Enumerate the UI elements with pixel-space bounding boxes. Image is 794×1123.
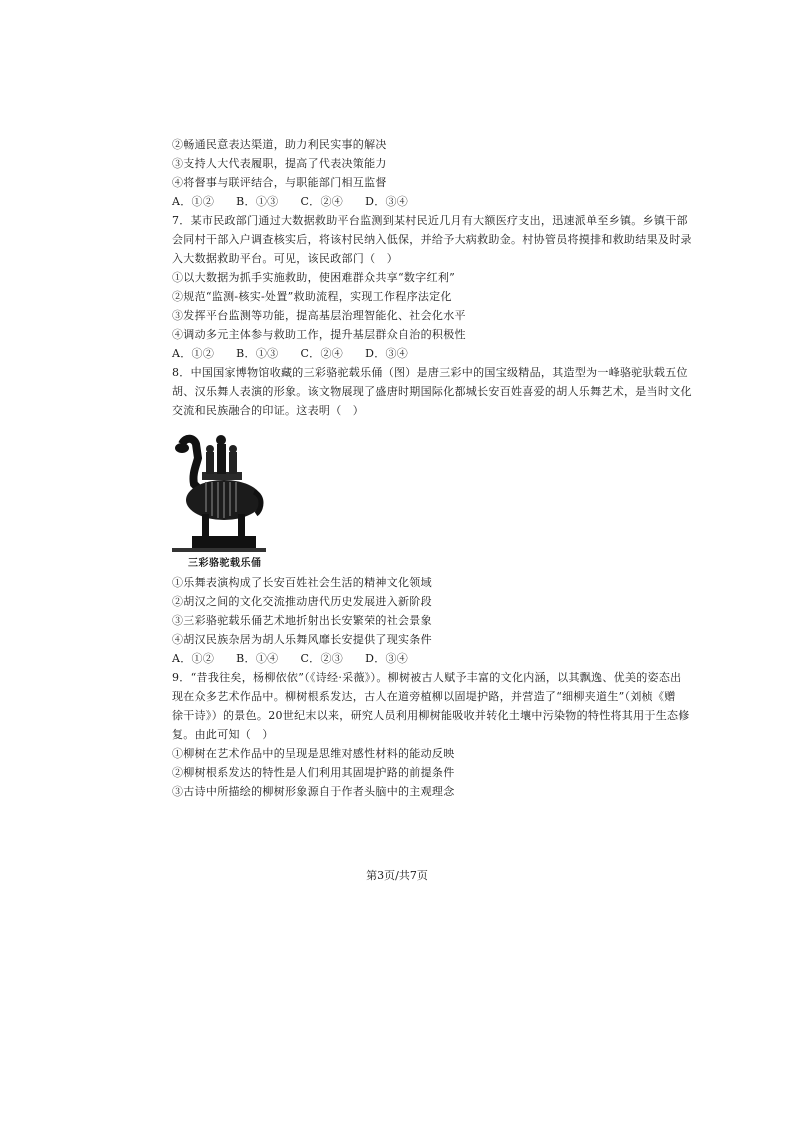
q8-item-3: ③三彩骆驼载乐俑艺术地折射出长安繁荣的社会景象 [172,614,432,627]
q8-stem-3: 交流和民族融合的印证。这表明（ ） [172,404,365,417]
figure-caption: 三彩骆驼载乐俑 [188,558,262,569]
q6-option-c: C．②④ [300,195,344,208]
q6-item-2: ②畅通民意表达渠道，助力利民实事的解决 [172,138,387,151]
q6-option-d: D．③④ [365,195,409,208]
q8-item-2: ②胡汉之间的文化交流推动唐代历史发展进入新阶段 [172,595,432,608]
q7-options [172,347,430,361]
q8-option-b: B．①④ [236,652,279,665]
q7-item-1: ①以大数据为抓手实施救助，使困难群众共享“数字红利” [172,271,456,284]
q7-stem-2: 会同村干部入户调查核实后，将该村民纳入低保，并给予大病救助金。村协管员将摸排和救助结果及时录 [172,233,692,246]
q9-item-2: ②柳树根系发达的特性是人们利用其固堤护路的前提条件 [172,766,455,779]
camel-figurine-drawing [172,430,266,552]
q7-item-4: ④调动多元主体参与救助工作，提升基层群众自治的积极性 [172,328,466,341]
q8-options [172,652,430,666]
q9-item-1: ①柳树在艺术作品中的呈现是思维对感性材料的能动反映 [172,747,455,760]
q7-item-2: ②规范“监测-核实-处置”救助流程，实现工作程序法定化 [172,290,452,303]
q8-option-a: A．①② [172,652,215,665]
q8-stem-1: 8．中国国家博物馆收藏的三彩骆驼载乐俑（图）是唐三彩中的国宝级精品，其造型为一峰骆驼驮载五位 [172,366,688,379]
q7-option-b: B．①③ [236,347,279,360]
q6-options [172,195,430,209]
page-number: 第3页/共7页 [366,869,428,882]
q7-stem-3: 入大数据救助平台。可见，该民政部门（ ） [172,252,398,265]
q7-option-c: C．②④ [300,347,344,360]
q8-option-d: D．③④ [365,652,409,665]
q8-stem-2: 胡、汉乐舞人表演的形象。该文物展现了盛唐时期国际化都城长安百姓喜爱的胡人乐舞艺术，是当时文化 [172,385,692,398]
q7-stem-1: 7．某市民政部门通过大数据救助平台监测到某村民近几月有大额医疗支出，迅速派单至乡镇。乡镇干部 [172,214,688,227]
q6-item-4: ④将督事与联评结合，与职能部门相互监督 [172,176,387,189]
q6-item-3: ③支持人大代表履职，提高了代表决策能力 [172,157,387,170]
q8-item-1: ①乐舞表演构成了长安百姓社会生活的精神文化领域 [172,576,432,589]
q9-stem-3: 徐干诗》）的景色。20世纪末以来，研究人员利用柳树能吸收并转化土壤中污染物的特性将其用于生态修 [172,709,690,722]
q9-stem-4: 复。由此可知（ ） [172,728,274,741]
camel-figurine-image [172,430,266,565]
q9-stem-1: 9．“昔我往矣，杨柳依依”（《诗经·采薇》）。柳树被古人赋予丰富的文化内涵，以其飘逸、优美的姿态出 [172,671,682,684]
q7-option-a: A．①② [172,347,215,360]
q6-option-b: B．①③ [236,195,279,208]
q8-option-c: C．②③ [300,652,344,665]
q9-item-3: ③古诗中所描绘的柳树形象源自于作者头脑中的主观理念 [172,785,455,798]
q6-option-a: A．①② [172,195,215,208]
q7-option-d: D．③④ [365,347,409,360]
q8-item-4: ④胡汉民族杂居为胡人乐舞风靡长安提供了现实条件 [172,633,432,646]
q9-stem-2: 现在众多艺术作品中。柳树根系发达，古人在道旁植柳以固堤护路，并营造了“细柳夹道生”（刘桢《赠 [172,690,676,703]
q7-item-3: ③发挥平台监测等功能，提高基层治理智能化、社会化水平 [172,309,466,322]
